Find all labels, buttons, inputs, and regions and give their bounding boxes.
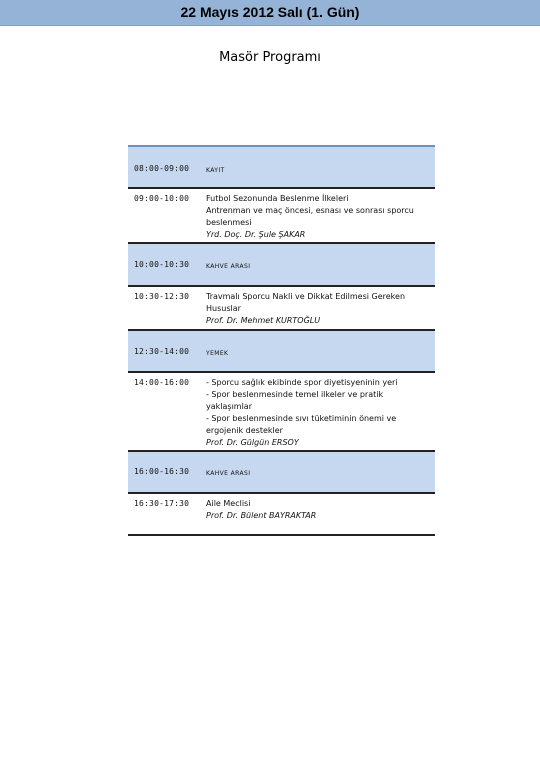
session-title-line: Antrenman ve maç öncesi, esnası ve sonrası sporcu bbox=[206, 206, 414, 215]
header-bar bbox=[0, 0, 540, 26]
page-title: Masör Programı bbox=[219, 50, 321, 65]
schedule-row bbox=[128, 329, 435, 371]
session-label: KAHVE ARASI bbox=[206, 470, 251, 477]
session-content bbox=[200, 189, 435, 242]
session-title-line: Travmalı Sporcu Nakli ve Dikkat Edilmesi Gereken bbox=[206, 292, 406, 301]
session-title-line: - Sporcu sağlık ekibinde spor diyetisyeninin yeri bbox=[206, 378, 398, 387]
session-content bbox=[200, 287, 435, 329]
time-cell: 10:30-12:30 bbox=[134, 292, 190, 301]
session-title-line: beslenmesi bbox=[206, 218, 252, 227]
session-title-line: ergojenik destekler bbox=[206, 426, 283, 435]
time-cell: 12:30-14:00 bbox=[134, 347, 190, 356]
schedule-row bbox=[128, 450, 435, 492]
speaker-name: Prof. Dr. Mehmet KURTOĞLU bbox=[206, 316, 321, 325]
time-cell: 10:00-10:30 bbox=[134, 260, 190, 269]
schedule-row bbox=[128, 492, 435, 534]
schedule-table bbox=[128, 145, 435, 536]
speaker-name: Prof. Dr. Bülent BAYRAKTAR bbox=[206, 511, 317, 520]
session-content bbox=[200, 373, 435, 450]
schedule-row bbox=[128, 371, 435, 450]
header-title: 22 Mayıs 2012 Salı (1. Gün) bbox=[180, 4, 360, 20]
speaker-name: Prof. Dr. Gülgün ERSOY bbox=[206, 438, 299, 447]
session-title-line: yaklaşımlar bbox=[206, 402, 252, 411]
speaker-name: Yrd. Doç. Dr. Şule ŞAKAR bbox=[206, 230, 306, 239]
session-title-line: - Spor beslenmesinde sıvı tüketiminin önemi ve bbox=[206, 414, 397, 423]
schedule-row bbox=[128, 145, 435, 187]
time-cell: 16:30-17:30 bbox=[134, 499, 190, 508]
session-label: KAYIT bbox=[206, 167, 225, 174]
session-label: KAHVE ARASI bbox=[206, 263, 251, 270]
time-cell: 09:00-10:00 bbox=[134, 194, 190, 203]
schedule-row bbox=[128, 242, 435, 285]
session-label: YEMEK bbox=[206, 350, 229, 357]
schedule-row bbox=[128, 187, 435, 242]
time-cell: 14:00-16:00 bbox=[134, 378, 190, 387]
time-cell: 08:00-09:00 bbox=[134, 164, 190, 173]
session-title-line: - Spor beslenmesinde temel ilkeler ve pratik bbox=[206, 390, 384, 399]
session-title-line: Aile Meclisi bbox=[206, 499, 251, 508]
time-cell: 16:00-16:30 bbox=[134, 467, 190, 476]
schedule-row bbox=[128, 285, 435, 329]
session-title-line: Hususlar bbox=[206, 304, 241, 313]
session-title-line: Futbol Sezonunda Beslenme İlkeleri bbox=[206, 194, 349, 203]
session-content bbox=[200, 494, 435, 534]
